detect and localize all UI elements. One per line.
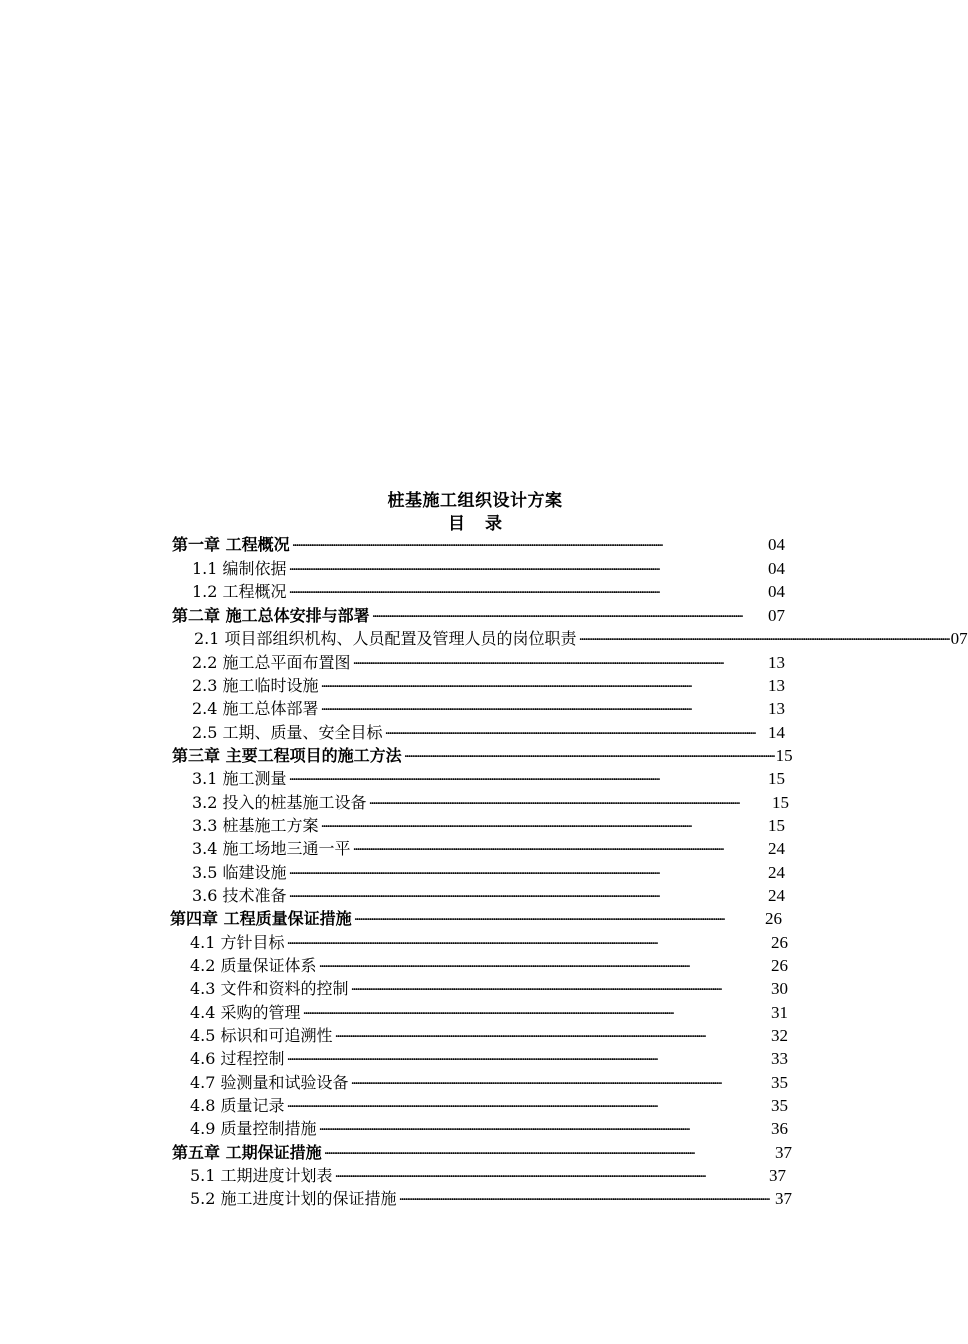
toc-chapter-row <box>172 1141 792 1164</box>
toc-section-row <box>190 1071 788 1094</box>
toc-dot-leader: ········································································································································································································ <box>288 866 659 882</box>
toc-dot-leader: ········································································································································································································ <box>323 1146 694 1162</box>
toc-dot-leader: ········································································································································································································ <box>286 1099 657 1115</box>
toc-section-row <box>192 814 785 837</box>
toc-section-row <box>190 1001 788 1024</box>
toc-section-row <box>192 557 785 580</box>
toc-entry-label: 4.4 采购的管理 <box>190 1003 301 1022</box>
toc-page-number: 26 <box>765 909 782 928</box>
toc-section-row <box>192 861 785 884</box>
toc-page-number: 04 <box>768 582 785 601</box>
toc-section-row <box>190 1187 792 1210</box>
toc-section-row <box>192 767 785 790</box>
toc-entry-label: 4.7 验测量和试验设备 <box>190 1073 349 1092</box>
toc-dot-leader: ········································································································································································································ <box>403 749 774 765</box>
toc-entry-label: 2.3 施工临时设施 <box>192 676 319 695</box>
toc-section-row <box>190 1024 788 1047</box>
toc-section-row <box>192 721 785 744</box>
toc-page-number: 15 <box>768 769 785 788</box>
toc-section-row <box>190 977 788 1000</box>
toc-dot-leader: ········································································································································································································ <box>350 982 721 998</box>
toc-section-row <box>190 1047 788 1070</box>
toc-section-row <box>192 651 785 674</box>
toc-page-number: 32 <box>771 1026 788 1045</box>
toc-dot-leader: ········································································································································································································ <box>398 1192 769 1208</box>
toc-page-number: 24 <box>768 886 785 905</box>
toc-entry-label: 4.3 文件和资料的控制 <box>190 979 349 998</box>
toc-page-number: 15 <box>768 816 785 835</box>
toc-section-row <box>192 884 785 907</box>
toc-section-row <box>190 954 788 977</box>
toc-dot-leader: ········································································································································································································ <box>320 702 691 718</box>
toc-entry-label: 4.5 标识和可追溯性 <box>190 1026 333 1045</box>
toc-dot-leader: ········································································································································································································ <box>318 959 689 975</box>
toc-section-row <box>190 931 788 954</box>
toc-page-number: 31 <box>771 1003 788 1022</box>
toc-dot-leader: ········································································································································································································ <box>302 1006 673 1022</box>
toc-entry-label: 1.2 工程概况 <box>192 582 287 601</box>
toc-dot-leader: ········································································································································································································ <box>320 679 691 695</box>
toc-section-row <box>190 1117 788 1140</box>
toc-page-number: 13 <box>768 653 785 672</box>
toc-entry-label: 4.1 方针目标 <box>190 933 285 952</box>
toc-dot-leader: ········································································································································································································ <box>288 889 659 905</box>
toc-dot-leader: ········································································································································································································ <box>334 1169 705 1185</box>
toc-dot-leader: ········································································································································································································ <box>334 1029 705 1045</box>
toc-section-row <box>192 837 785 860</box>
toc-page-number: 30 <box>771 979 788 998</box>
toc-section-row <box>194 627 968 650</box>
toc-entry-label: 1.1 编制依据 <box>192 559 287 578</box>
toc-entry-label: 3.4 施工场地三通一平 <box>192 839 351 858</box>
toc-page-number: 36 <box>771 1119 788 1138</box>
toc-entry-label: 第四章 工程质量保证措施 <box>170 909 352 928</box>
toc-page-number: 35 <box>771 1073 788 1092</box>
toc-heading-char-1: 目 <box>448 514 465 534</box>
toc-entry-label: 4.8 质量记录 <box>190 1096 285 1115</box>
toc-dot-leader: ········································································································································································································ <box>288 772 659 788</box>
toc-dot-leader: ········································································································································································································ <box>318 1122 689 1138</box>
toc-dot-leader: ········································································································································································································ <box>288 562 659 578</box>
toc-page-number: 37 <box>769 1166 786 1185</box>
toc-entry-label: 4.6 过程控制 <box>190 1049 285 1068</box>
toc-page-number: 15 <box>772 793 789 812</box>
toc-page-number: 24 <box>768 863 785 882</box>
toc-page-number: 04 <box>768 559 785 578</box>
toc-page-number: 13 <box>768 699 785 718</box>
toc-page-number: 26 <box>771 956 788 975</box>
toc-chapter-row <box>172 744 793 767</box>
toc-entry-label: 第二章 施工总体安排与部署 <box>172 606 370 625</box>
toc-dot-leader: ········································································································································································································ <box>368 796 739 812</box>
toc-page-number: 13 <box>768 676 785 695</box>
toc-section-row <box>190 1164 786 1187</box>
toc-section-row <box>192 580 785 603</box>
toc-page-number: 24 <box>768 839 785 858</box>
toc-entry-label: 3.1 施工测量 <box>192 769 287 788</box>
toc-section-row <box>192 791 789 814</box>
toc-page-number: 04 <box>768 535 785 554</box>
toc-chapter-row <box>172 604 785 627</box>
toc-entry-label: 3.2 投入的桩基施工设备 <box>192 793 367 812</box>
toc-entry-label: 5.1 工期进度计划表 <box>190 1166 333 1185</box>
toc-page-number: 07 <box>768 606 785 625</box>
toc-dot-leader: ········································································································································································································ <box>291 538 662 554</box>
toc-section-row <box>192 674 785 697</box>
toc-dot-leader: ········································································································································································································ <box>350 1076 721 1092</box>
toc-page-number: 37 <box>775 1189 792 1208</box>
toc-entry-label: 3.6 技术准备 <box>192 886 287 905</box>
toc-page-number: 15 <box>775 746 793 765</box>
toc-entry-label: 2.4 施工总体部署 <box>192 699 319 718</box>
toc-dot-leader: ········································································································································································································ <box>288 585 659 601</box>
toc-entry-label: 4.2 质量保证体系 <box>190 956 317 975</box>
toc-page-number: 33 <box>771 1049 788 1068</box>
toc-entry-label: 2.1 项目部组织机构、人员配置及管理人员的岗位职责 <box>194 629 577 648</box>
toc-page-number: 37 <box>775 1143 792 1162</box>
toc-entry-label: 第五章 工期保证措施 <box>172 1143 322 1162</box>
toc-dot-leader: ········································································································································································································ <box>286 1052 657 1068</box>
toc-dot-leader: ········································································································································································································ <box>352 842 723 858</box>
toc-dot-leader: ········································································································································································································ <box>320 819 691 835</box>
toc-section-row <box>192 697 785 720</box>
toc-dot-leader: ········································································································································································································ <box>353 912 724 928</box>
toc-section-row <box>190 1094 788 1117</box>
toc-page-number: 07 <box>950 629 968 648</box>
toc-dot-leader: ········································································································································································································ <box>352 656 723 672</box>
toc-entry-label: 5.2 施工进度计划的保证措施 <box>190 1189 397 1208</box>
toc-page-number: 35 <box>771 1096 788 1115</box>
toc-dot-leader: ········································································································································································································ <box>286 936 657 952</box>
toc-entry-label: 4.9 质量控制措施 <box>190 1119 317 1138</box>
toc-page-number: 26 <box>771 933 788 952</box>
toc-dot-leader: ········································································································································································································ <box>578 632 949 648</box>
toc-dot-leader: ········································································································································································································ <box>384 726 755 742</box>
document-title: 桩基施工组织设计方案 <box>387 491 563 511</box>
toc-chapter-row <box>170 907 782 930</box>
toc-entry-label: 第三章 主要工程项目的施工方法 <box>172 746 402 765</box>
toc-entry-label: 2.2 施工总平面布置图 <box>192 653 351 672</box>
toc-entry-label: 3.3 桩基施工方案 <box>192 816 319 835</box>
toc-page-number: 14 <box>768 723 785 742</box>
toc-entry-label: 3.5 临建设施 <box>192 863 287 882</box>
toc-entry-label: 2.5 工期、质量、安全目标 <box>192 723 383 742</box>
toc-dot-leader: ········································································································································································································ <box>371 609 742 625</box>
toc-chapter-row <box>172 533 785 556</box>
toc-entry-label: 第一章 工程概况 <box>172 535 290 554</box>
toc-heading-char-2: 录 <box>485 514 502 534</box>
